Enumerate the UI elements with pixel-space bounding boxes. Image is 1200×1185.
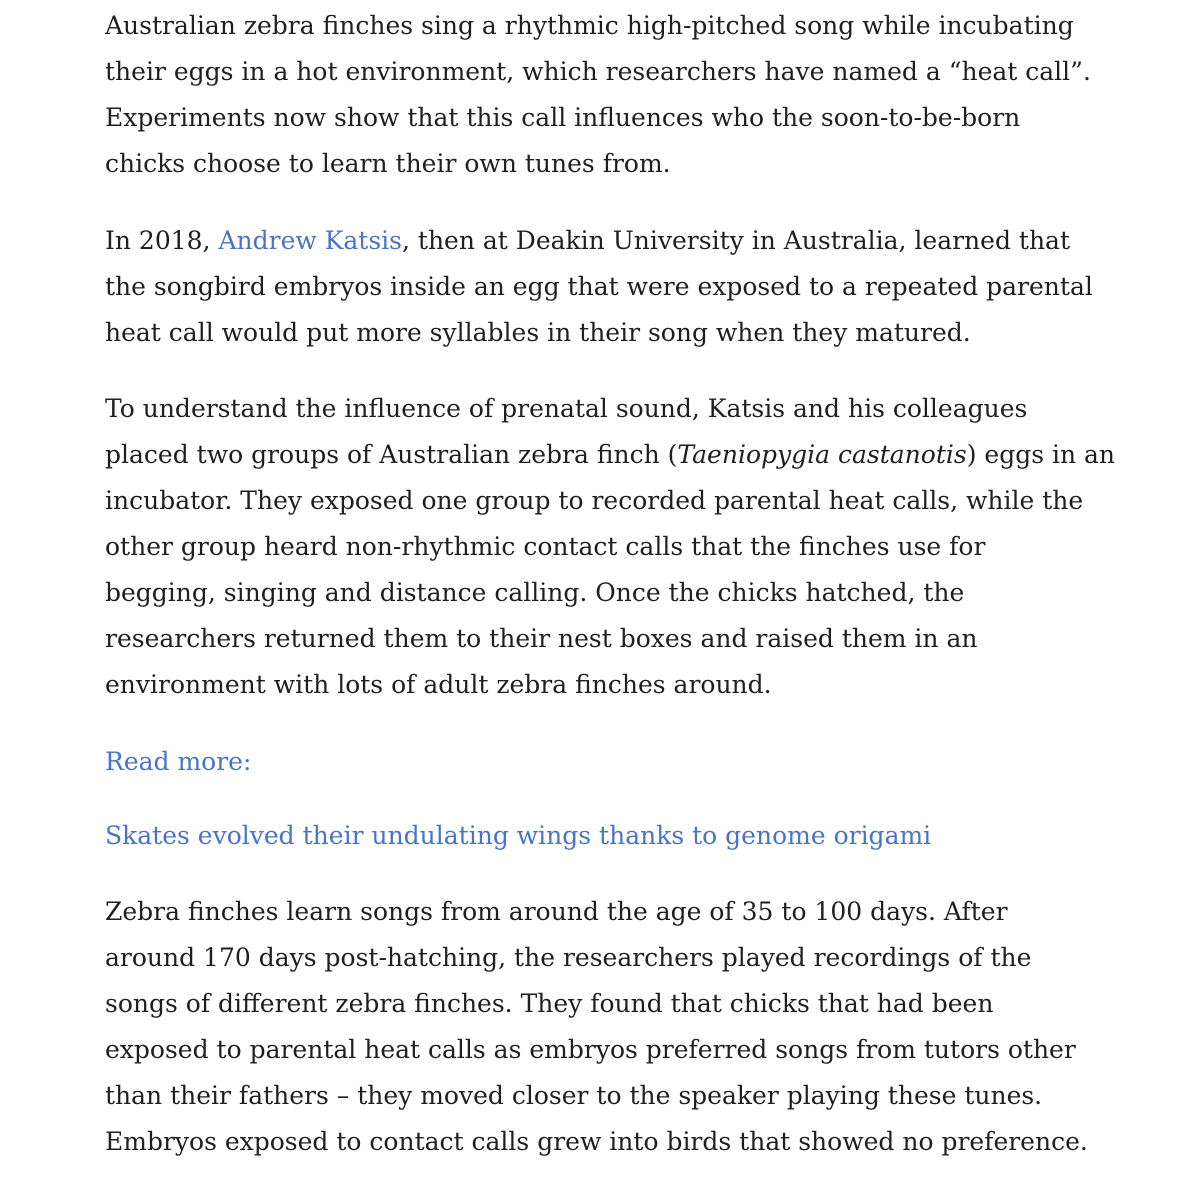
text-line: begging, singing and distance calling. Once the chicks hatched, the [105, 578, 965, 607]
text-line: the songbird embryos inside an egg that were exposed to a repeated parental [105, 272, 1093, 301]
paragraph-intro [105, 3, 1115, 187]
read-more-label [105, 739, 1115, 785]
text-line: Embryos exposed to contact calls grew into birds that showed no preference. [105, 1127, 1088, 1156]
text-segment: , then at Deakin University in Australia, learned that [402, 226, 1071, 255]
text-line: incubator. They exposed one group to recorded parental heat calls, while the [105, 486, 1084, 515]
text-line: chicks choose to learn their own tunes from. [105, 149, 671, 178]
text-line [105, 218, 1115, 264]
text-segment: placed two groups of Australian zebra finch ( [105, 440, 678, 469]
text-line: other group heard non-rhythmic contact calls that the finches use for [105, 532, 986, 561]
text-line: songs of different zebra finches. They found that chicks that had been [105, 989, 994, 1018]
text-line: exposed to parental heat calls as embryos preferred songs from tutors other [105, 1035, 1076, 1064]
author-link-andrew-katsis[interactable]: Andrew Katsis [218, 226, 402, 255]
text-segment: In 2018, [105, 226, 219, 255]
paragraph-results [105, 889, 1115, 1165]
read-more-link[interactable]: Read more: [105, 747, 252, 776]
text-line: To understand the influence of prenatal sound, Katsis and his colleagues [105, 394, 1028, 423]
text-line: environment with lots of adult zebra finches around. [105, 670, 772, 699]
text-line: than their fathers – they moved closer to the speaker playing these tunes. [105, 1081, 1043, 1110]
text-line: their eggs in a hot environment, which researchers have named a “heat call”. [105, 57, 1091, 86]
text-line: heat call would put more syllables in their song when they matured. [105, 318, 971, 347]
text-line: researchers returned them to their nest boxes and raised them in an [105, 624, 978, 653]
related-article-link[interactable]: Skates evolved their undulating wings thanks to genome origami [105, 821, 932, 850]
text-segment: ) eggs in an [966, 440, 1116, 469]
text-line: Zebra finches learn songs from around the age of 35 to 100 days. After [105, 897, 1008, 926]
text-line: around 170 days post-hatching, the researchers played recordings of the [105, 943, 1032, 972]
paragraph-katsis [105, 218, 1115, 356]
species-name: Taeniopygia castanotis [677, 440, 967, 469]
text-line [105, 432, 1115, 478]
read-more-article [105, 813, 1115, 859]
text-line: Australian zebra finches sing a rhythmic high-pitched song while incubating [105, 11, 1074, 40]
paragraph-experiment [105, 386, 1115, 708]
text-line: Experiments now show that this call influences who the soon-to-be-born [105, 103, 1021, 132]
